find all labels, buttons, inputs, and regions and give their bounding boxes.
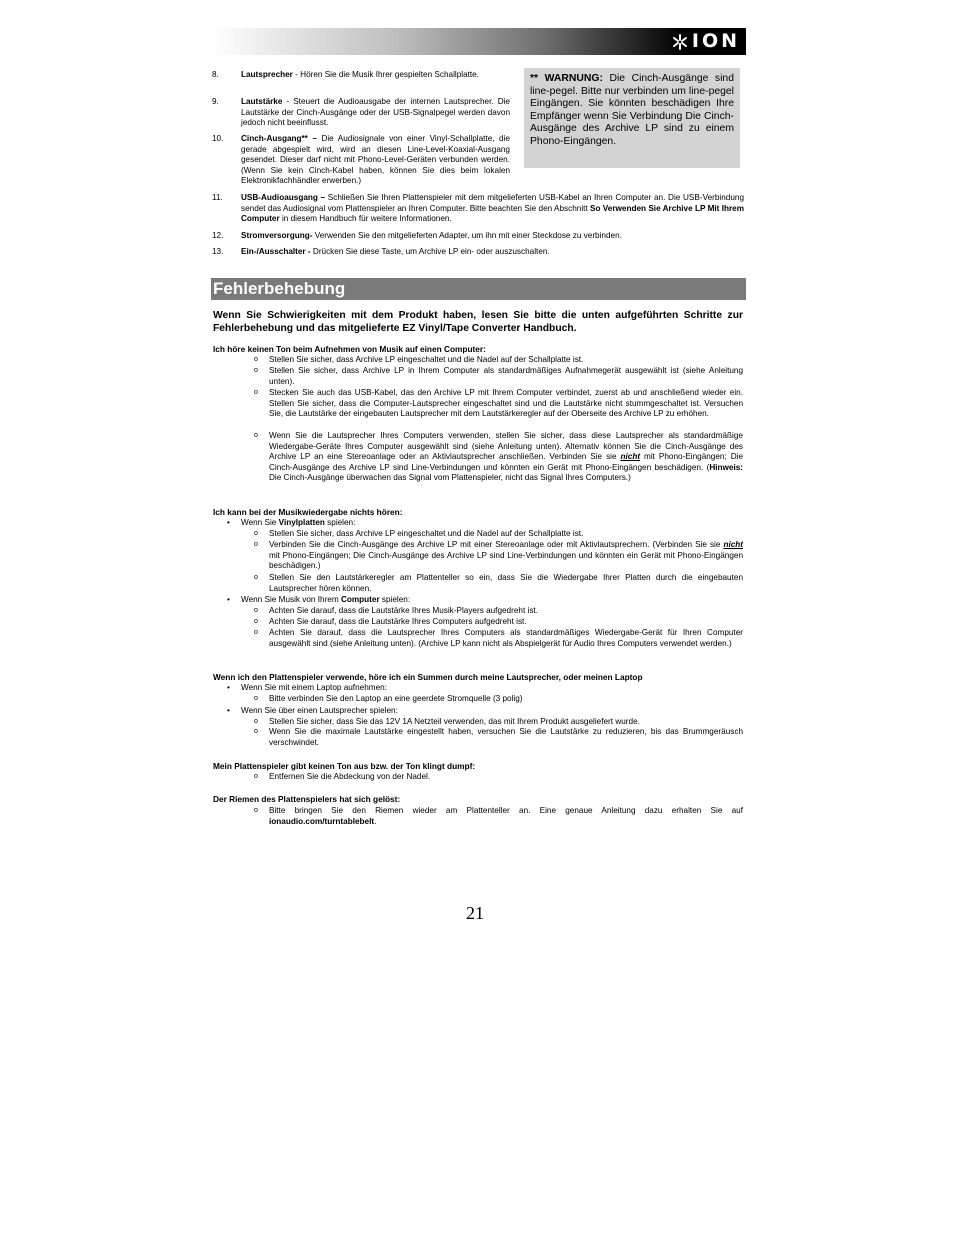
page-number: 21 [466, 903, 484, 923]
list-item: o Entfernen Sie die Abdeckung von der Nadel. [254, 772, 431, 781]
list-item-10: 10. Cinch-Ausgang** – Die Audiosignale von einer Vinyl-Schallplatte, die gerade abgespielt wird, wird an diesen Line-Level-Koaxial-Ausgang gesendet. Dieser darf nicht mit Phono-Level-Geräten verbunden werden. (Wenn Sie kein Cinch-Kabel haben, können Sie dies beim lokalen Elektronikfachhändler erwerben.) [212, 134, 510, 186]
question-heading-1: Ich höre keinen Ton beim Aufnehmen von Musik auf einen Computer: [213, 344, 486, 354]
list-item-12: 12. Stromversorgung- Verwenden Sie den mitgelieferten Adapter, um ihn mit einer Steckdose zu verbinden. [212, 231, 622, 240]
logo-text: ION [691, 30, 740, 52]
warning-text: Die Cinch-Ausgänge sind line-pegel. Bitte nur verbinden um line-pegel Eingängen. Sie könnten beschädigen Ihre Empfänger wenn Sie Verbindung Die Cinch-Ausgänge des Archive LP sind zu einem Phono-Eingängen. [530, 73, 734, 147]
section-title: Fehlerbehebung [211, 278, 746, 300]
belt-link[interactable]: ionaudio.com/turntablebelt [269, 816, 375, 826]
question-heading-5: Der Riemen des Plattenspielers hat sich gelöst: [213, 794, 401, 804]
list-item: o Stellen Sie den Lautstärkeregler am Plattenteller so ein, dass Sie die Wiedergabe Ihrer Platten durch die eingebauten Lautsprecher hören können. [254, 573, 743, 593]
ion-star-icon [672, 34, 688, 50]
header-bar [212, 28, 746, 55]
list-item: o Wenn Sie die maximale Lautstärke eingestellt haben, versuchen Sie die Lautstärke zu reduzieren, bis das Brummgeräusch verschwindet. [254, 727, 743, 747]
list-item: o Bitte verbinden Sie den Laptop an eine geerdete Stromquelle (3 polig) [254, 694, 523, 703]
list-item: o Stellen Sie sicher, dass Archive LP in Ihrem Computer als standardmäßiges Aufnahmegerät ausgewählt ist (siehe Anleitung unten). [254, 366, 743, 386]
list-item-8: 8. Lautsprecher - Hören Sie die Musik Ihrer gespielten Schallplatte. [212, 70, 480, 79]
list-item: o Stecken Sie auch das USB-Kabel, das den Archive LP mit Ihrem Computer verbindet, zuerst ab und anschließend wieder ein. Stellen Sie sicher, dass die Computer-Lautsprecher eingeschaltet sind und die Lautstärke nicht stummgeschaltet ist. Versuchen Sie, die Lautstärke der eingebauten Lautsprecher mit dem Lautstärkeregler auf der Oberseite des Archive LP zu erhöhen. [254, 388, 743, 419]
list-item: o Achten Sie darauf, dass die Lautstärke Ihres Musik-Players aufgedreht ist. [254, 606, 538, 615]
question-heading-4: Mein Plattenspieler gibt keinen Ton aus bzw. der Ton klingt dumpf: [213, 761, 476, 771]
list-item-11: 11. USB-Audioausgang – Schließen Sie Ihren Plattenspieler mit dem mitgelieferten USB-Kabel an Ihren Computer an. Die USB-Verbindung sendet das Audiosignal vom Plattenspieler an Ihren Computer. Bitte beachten Sie den Abschnitt So Verwenden Sie Archive LP Mit Ihrem Computer in diesem Handbuch für weitere Informationen. [212, 193, 744, 224]
list-item: o Verbinden Sie die Cinch-Ausgänge des Archive LP mit einer Stereoanlage oder mit Aktivlautsprechern. (Verbinden Sie sie nicht mit Phono-Eingängen; Die Cinch-Ausgänge des Archive LP sind Line-Verbindungen und könnten ein Gerät mit Phono-Eingängen beschädigen.) [254, 540, 743, 571]
list-item-13: 13. Ein-/Ausschalter - Drücken Sie diese Taste, um Archive LP ein- oder auszuschalten. [212, 247, 550, 256]
list-item: o Stellen Sie sicher, dass Archive LP eingeschaltet und die Nadel auf der Schallplatte ist. [254, 355, 584, 364]
question-heading-2: Ich kann bei der Musikwiedergabe nichts hören: [213, 507, 403, 517]
list-item-9: 9. Lautstärke - Steuert die Audioausgabe der internen Lautsprecher. Die Lautstärke der Cinch-Ausgänge oder der USB-Signalpegel werden davon jedoch nicht beeinflusst. [212, 97, 510, 128]
list-item: o Achten Sie darauf, dass die Lautsprecher Ihres Computers als standardmäßiges Wiedergabe-Gerät für Ihren Computer ausgewählt sind (siehe Anleitung unten). (Archive LP kann nicht als Abspielgerät für Audio Ihres Computers verwendet werden.) [254, 628, 743, 648]
list-item: o Achten Sie darauf, dass die Lautstärke Ihres Computers aufgedreht ist. [254, 617, 527, 626]
list-item: o Stellen Sie sicher, dass Archive LP eingeschaltet und die Nadel auf der Schallplatte ist. [254, 529, 584, 538]
lead-paragraph: Wenn Sie Schwierigkeiten mit dem Produkt haben, lesen Sie bitte die unten aufgeführten Schritte zur Fehlerbehebung und das mitgelieferte EZ Vinyl/Tape Converter Handbuch. [213, 310, 743, 334]
list-item: o Bitte bringen Sie den Riemen wieder am Plattenteller an. Eine genaue Anleitung dazu erhalten Sie auf ionaudio.com/turntablebelt. [254, 806, 743, 826]
question-heading-3: Wenn ich den Plattenspieler verwende, höre ich ein Summen durch meine Lautsprecher, oder meinen Laptop [213, 672, 643, 682]
list-item: o Wenn Sie die Lautsprecher Ihres Computers verwenden, stellen Sie sicher, dass diese Lautsprecher als standardmäßige Wiedergabe-Geräte Ihres Computer ausgewählt sind (siehe Anleitung unten). Alternativ können Sie die Cinch-Ausgänge des Archive LP an eine Stereoanlage oder an Aktivlautsprecher anschließen. Verbinden Sie sie nicht mit Phono-Eingängen; Die Cinch-Ausgänge des Archive LP sind Line-Verbindungen und könnten ein Gerät mit Phono-Eingängen beschädigen. (Hinweis: Die Cinch-Ausgänge überwachen das Signal vom Plattenspieler, nicht das Signal Ihres Computers.) [254, 431, 743, 483]
ion-logo [672, 31, 740, 52]
list-item: o Stellen Sie sicher, dass Sie das 12V 1A Netzteil verwenden, das mit Ihrem Produkt ausgeliefert wurde. [254, 717, 640, 726]
warning-label: ** WARNUNG: [530, 73, 603, 84]
warning-box [524, 68, 740, 168]
